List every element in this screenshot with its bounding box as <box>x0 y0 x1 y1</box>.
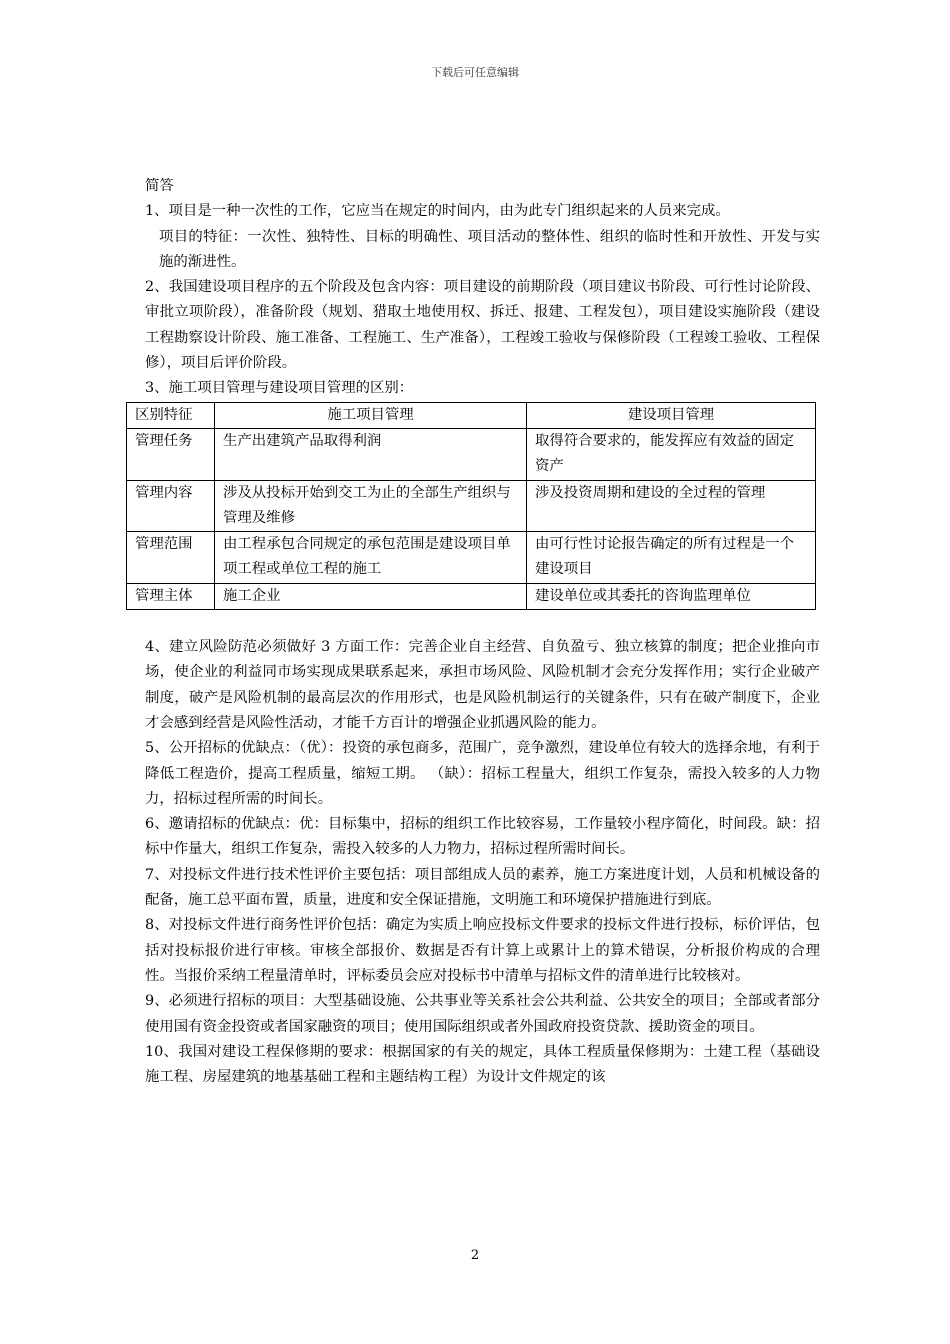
table-header-cell: 区别特征 <box>127 402 215 428</box>
paragraph-10: 10、我国对建设工程保修期的要求：根据国家的有关的规定，具体工程质量保修期为：土建工程（基础设施工程、房屋建筑的地基基础工程和主题结构工程）为设计文件规定的该 <box>145 1043 820 1086</box>
table-cell: 由工程承包合同规定的承包范围是建设项目单项工程或单位工程的施工 <box>215 532 527 584</box>
table-row <box>127 480 816 532</box>
paragraph-1-features: 项目的特征：一次性、独特性、目标的明确性、项目活动的整体性、组织的临时性和开放性、开发与实施的渐进性。 <box>159 228 820 270</box>
table-cell: 管理内容 <box>127 480 215 532</box>
table-row <box>127 428 816 480</box>
paragraph-5: 5、公开招标的优缺点：（优）：投资的承包商多，范围广，竞争激烈，建设单位有较大的选择余地，有利于降低工程造价，提高工程质量，缩短工期。 （缺）：招标工程量大，组织工作复杂，需投入较多的人力物力，招标过程所需的时间长。 <box>145 740 820 807</box>
paragraph-4: 4、建立风险防范必须做好 3 方面工作：完善企业自主经营、自负盈亏、独立核算的制度；把企业推向市场，使企业的利益同市场实现成果联系起来，承担市场风险、风险机制才会充分发挥作用；实行企业破产制度，破产是风险机制的最高层次的作用形式，也是风险机制运行的关键条件，只有在破产制度下，企业才会感到经营是风险性活动，才能千方百计的增强企业抓遇风险的能力。 <box>145 639 820 731</box>
paragraph-8: 8、对投标文件进行商务性评价包括：确定为实质上响应投标文件要求的投标文件进行投标，标价评估，包括对投标报价进行审核。审核全部报价、数据是否有计算上或累计上的算术错误，分析报价构成的合理性。当报价采纳工程量清单时，评标委员会应对投标书中清单与招标文件的清单进行比较核对。 <box>145 917 820 984</box>
section-title: 简答 <box>145 178 174 194</box>
page-number: 2 <box>470 1248 480 1263</box>
table-header-cell: 施工项目管理 <box>215 402 527 428</box>
paragraph-7: 7、对投标文件进行技术性评价主要包括：项目部组成人员的素养，施工方案进度计划，人员和机械设备的配备，施工总平面布置，质量，进度和安全保证措施，文明施工和环境保护措施进行到底。 <box>145 866 820 909</box>
page-header: 下载后可任意编辑 <box>431 66 519 79</box>
table-cell: 施工企业 <box>215 583 527 609</box>
table-header-cell: 建设项目管理 <box>527 402 816 428</box>
table-cell: 建设单位或其委托的咨询监理单位 <box>527 583 816 609</box>
paragraph-2: 2、我国建设项目程序的五个阶段及包含内容：项目建设的前期阶段（项目建议书阶段、可行性讨论阶段、审批立项阶段），准备阶段（规划、猎取土地使用权、拆迁、报建、工程发包），项目建设实施阶段（建设工程勘察设计阶段、施工准备、工程施工、生产准备），工程竣工验收与保修阶段（工程竣工验收、工程保修），项目后评价阶段。 <box>145 279 820 372</box>
table-cell: 涉及投资周期和建设的全过程的管理 <box>527 480 816 532</box>
table-cell: 管理主体 <box>127 583 215 609</box>
table-cell: 涉及从投标开始到交工为止的全部生产组织与管理及维修 <box>215 480 527 532</box>
table-row <box>127 532 816 584</box>
table-cell: 生产出建筑产品取得利润 <box>215 428 527 480</box>
comparison-table <box>126 402 816 610</box>
paragraph-9: 9、必须进行招标的项目：大型基础设施、公共事业等关系社会公共利益、公共安全的项目；全部或者部分使用国有资金投资或者国家融资的项目；使用国际组织或者外国政府投资贷款、援助资金的项目。 <box>145 993 820 1035</box>
table-row <box>127 583 816 609</box>
table-header-row <box>127 402 816 428</box>
table-cell: 取得符合要求的，能发挥应有效益的固定资产 <box>527 428 816 480</box>
document-body <box>135 174 820 1090</box>
spacer <box>145 610 820 635</box>
paragraph-1: 1、项目是一种一次性的工作，它应当在规定的时间内，由为此专门组织起来的人员来完成。 <box>145 203 730 220</box>
table-cell: 管理任务 <box>127 428 215 480</box>
paragraph-6: 6、邀请招标的优缺点：优：目标集中，招标的组织工作比较容易，工作量较小程序简化，时间段。缺：招标中作量大，组织工作复杂，需投入较多的人力物力，招标过程所需时间长。 <box>145 816 820 858</box>
paragraph-3: 3、施工项目管理与建设项目管理的区别： <box>145 380 414 397</box>
table-cell: 管理范围 <box>127 532 215 584</box>
table-cell: 由可行性讨论报告确定的所有过程是一个建设项目 <box>527 532 816 584</box>
